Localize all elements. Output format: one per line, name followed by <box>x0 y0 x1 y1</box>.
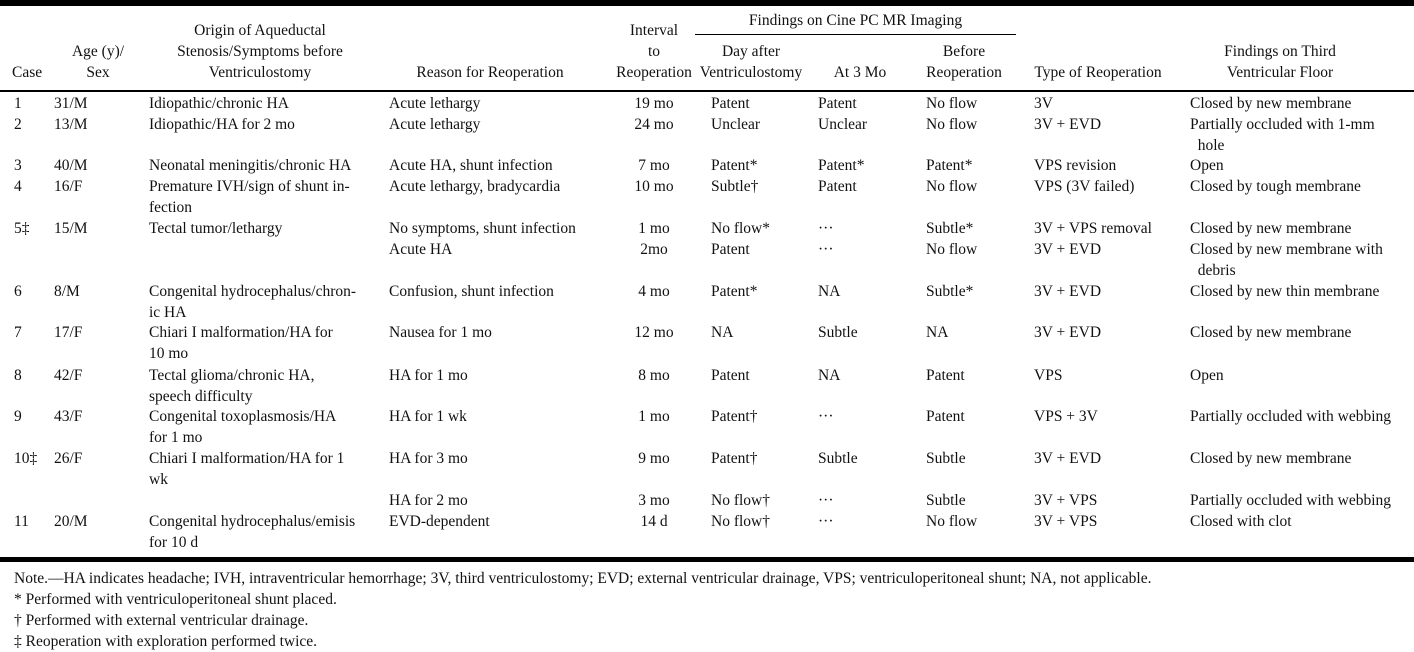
cell-age-sex: 17/F <box>54 324 83 341</box>
note-asterisk: * Performed with ventriculoperitoneal shunt placed. <box>14 591 337 608</box>
cell-interval: 19 mo <box>634 95 674 112</box>
header-type: Type of Reoperation <box>1034 64 1162 81</box>
cell-before-reop: Subtle* <box>926 283 974 300</box>
cell-day-after: No flow* <box>711 220 770 237</box>
cell-day-after: Patent* <box>711 157 758 174</box>
cell-type-reop: 3V + EVD <box>1034 116 1102 133</box>
cell-before-reop: No flow <box>926 95 978 112</box>
cell-findings: Closed by tough membrane <box>1190 178 1361 195</box>
cell-type-reop: VPS + 3V <box>1034 408 1098 425</box>
cell-age-sex: 26/F <box>54 450 83 467</box>
cell-interval: 10 mo <box>634 178 674 195</box>
cell-findings: Open <box>1190 367 1224 384</box>
cell-origin: Congenital hydrocephalus/emisis for 10 d <box>149 513 356 551</box>
cell-at-3-mo: ··· <box>818 492 834 509</box>
cell-type-reop: 3V + VPS removal <box>1034 220 1152 237</box>
cell-interval: 1 mo <box>638 408 670 425</box>
cell-interval: 3 mo <box>638 492 670 509</box>
cell-before-reop: No flow <box>926 178 978 195</box>
cell-reason: Acute HA <box>389 241 453 258</box>
cell-origin: Neonatal meningitis/chronic HA <box>149 157 352 174</box>
cell-age-sex: 40/M <box>54 157 88 174</box>
cell-before-reop: Patent <box>926 367 965 384</box>
cell-origin: Chiari I malformation/HA for 10 mo <box>149 324 333 362</box>
cell-interval: 2mo <box>640 241 668 258</box>
cell-at-3-mo: Unclear <box>818 116 868 133</box>
cell-day-after: Patent† <box>711 408 758 425</box>
cell-type-reop: 3V + EVD <box>1034 241 1102 258</box>
cell-interval: 24 mo <box>634 116 674 133</box>
cell-findings: Closed by new membrane <box>1190 324 1352 341</box>
cell-before-reop: No flow <box>926 513 978 530</box>
header-reason: Reason for Reoperation <box>416 64 564 81</box>
cell-before-reop: No flow <box>926 116 978 133</box>
cell-findings: Closed by new membrane <box>1190 220 1352 237</box>
header-rule <box>0 90 1414 92</box>
cell-day-after: Subtle† <box>711 178 759 195</box>
header-group-findings: Findings on Cine PC MR Imaging <box>748 12 963 29</box>
cell-age-sex: 8/M <box>54 283 80 300</box>
cell-origin: Congenital toxoplasmosis/HA for 1 mo <box>149 408 337 446</box>
cell-case: 3 <box>14 157 22 174</box>
cell-reason: HA for 1 wk <box>389 408 467 425</box>
cell-interval: 9 mo <box>638 450 670 467</box>
header-findings: Findings on Third Ventricular Floor <box>1224 43 1336 81</box>
cell-type-reop: 3V + EVD <box>1034 324 1102 341</box>
cell-age-sex: 42/F <box>54 367 83 384</box>
header-interval: Interval to Reoperation <box>616 22 692 81</box>
cell-before-reop: No flow <box>926 241 978 258</box>
cell-before-reop: NA <box>926 324 949 341</box>
header-age-sex: Age (y)/ Sex <box>71 43 125 81</box>
cell-interval: 7 mo <box>638 157 670 174</box>
cell-findings: Partially occluded with 1-mm hole <box>1190 116 1375 154</box>
cell-at-3-mo: ··· <box>818 408 834 425</box>
cell-findings: Closed by new membrane <box>1190 95 1352 112</box>
cell-type-reop: 3V + VPS <box>1034 513 1098 530</box>
cell-day-after: Patent <box>711 241 750 258</box>
cell-reason: HA for 3 mo <box>389 450 468 467</box>
cell-origin: Tectal glioma/chronic HA, speech difficulty <box>149 367 315 405</box>
cell-reason: HA for 2 mo <box>389 492 468 509</box>
cell-type-reop: 3V <box>1034 95 1053 112</box>
cell-case: 7 <box>14 324 22 341</box>
cell-reason: Acute lethargy <box>389 116 481 133</box>
cell-at-3-mo: Patent <box>818 178 857 195</box>
cell-at-3-mo: ··· <box>818 241 834 258</box>
note-double-dagger: ‡ Reoperation with exploration performed twice. <box>14 633 318 650</box>
cell-findings: Closed with clot <box>1190 513 1292 530</box>
cell-case: 9 <box>14 408 22 425</box>
cell-reason: Nausea for 1 mo <box>389 324 492 341</box>
cell-reason: Acute lethargy <box>389 95 481 112</box>
cell-interval: 4 mo <box>638 283 670 300</box>
cell-interval: 8 mo <box>638 367 670 384</box>
cell-origin: Idiopathic/chronic HA <box>149 95 289 112</box>
cell-day-after: Patent <box>711 95 750 112</box>
cell-case: 4 <box>14 178 22 195</box>
cell-origin: Chiari I malformation/HA for 1 wk <box>149 450 345 488</box>
cell-findings: Open <box>1190 157 1224 174</box>
cell-day-after: Patent† <box>711 450 758 467</box>
cell-findings: Closed by new membrane with debris <box>1190 241 1383 279</box>
cell-interval: 12 mo <box>634 324 674 341</box>
cell-at-3-mo: Subtle <box>818 450 858 467</box>
cell-reason: Acute lethargy, bradycardia <box>389 178 561 195</box>
header-origin: Origin of Aqueductal Stenosis/Symptoms before Ventriculostomy <box>177 22 343 81</box>
cell-case: 11 <box>14 513 29 530</box>
cell-day-after: No flow† <box>711 513 770 530</box>
cell-type-reop: 3V + EVD <box>1034 283 1102 300</box>
cell-age-sex: 15/M <box>54 220 88 237</box>
cell-age-sex: 31/M <box>54 95 88 112</box>
header-at3mo: At 3 Mo <box>833 64 887 81</box>
bottom-rule <box>0 557 1414 562</box>
cell-origin: Congenital hydrocephalus/chron- ic HA <box>149 283 357 321</box>
note-dagger: † Performed with external ventricular drainage. <box>14 612 309 629</box>
cell-type-reop: VPS revision <box>1034 157 1117 174</box>
cell-reason: EVD-dependent <box>389 513 490 530</box>
cell-reason: No symptoms, shunt infection <box>389 220 576 237</box>
cell-at-3-mo: NA <box>818 367 841 384</box>
cell-findings: Closed by new membrane <box>1190 450 1352 467</box>
cell-type-reop: 3V + VPS <box>1034 492 1098 509</box>
header-day-after: Day after Ventriculostomy <box>699 43 803 81</box>
cell-day-after: No flow† <box>711 492 770 509</box>
cell-interval: 14 d <box>640 513 668 530</box>
cell-age-sex: 16/F <box>54 178 83 195</box>
cell-day-after: Unclear <box>711 116 761 133</box>
cell-before-reop: Subtle <box>926 492 966 509</box>
cell-before-reop: Subtle <box>926 450 966 467</box>
cell-at-3-mo: Patent* <box>818 157 865 174</box>
cell-day-after: Patent* <box>711 283 758 300</box>
cell-case: 6 <box>14 283 22 300</box>
cell-at-3-mo: NA <box>818 283 841 300</box>
cell-case: 2 <box>14 116 22 133</box>
cell-day-after: NA <box>711 324 734 341</box>
cell-type-reop: VPS <box>1034 367 1063 384</box>
cell-before-reop: Patent <box>926 408 965 425</box>
cell-type-reop: 3V + EVD <box>1034 450 1102 467</box>
cell-reason: Confusion, shunt infection <box>389 283 554 300</box>
cell-at-3-mo: Subtle <box>818 324 858 341</box>
cell-origin: Tectal tumor/lethargy <box>149 220 283 237</box>
cell-findings: Partially occluded with webbing <box>1190 408 1392 425</box>
cell-type-reop: VPS (3V failed) <box>1034 178 1135 195</box>
cell-at-3-mo: Patent <box>818 95 857 112</box>
cell-origin: Premature IVH/sign of shunt in- fection <box>149 178 350 216</box>
cell-before-reop: Subtle* <box>926 220 974 237</box>
cell-at-3-mo: ··· <box>818 513 834 530</box>
cell-at-3-mo: ··· <box>818 220 834 237</box>
note-abbreviations: Note.—HA indicates headache; IVH, intraventricular hemorrhage; 3V, third ventriculostomy; EVD; external ventricular drainage, VPS; ventriculoperitoneal shunt; NA, not applicable. <box>14 570 1152 587</box>
cell-reason: Acute HA, shunt infection <box>389 157 553 174</box>
cell-case: 10‡ <box>14 450 38 467</box>
cell-age-sex: 13/M <box>54 116 88 133</box>
cell-origin: Idiopathic/HA for 2 mo <box>149 116 295 133</box>
cell-before-reop: Patent* <box>926 157 973 174</box>
cell-case: 5‡ <box>14 220 30 237</box>
cell-age-sex: 20/M <box>54 513 88 530</box>
header-before: Before Reoperation <box>926 43 1002 81</box>
cell-day-after: Patent <box>711 367 750 384</box>
cell-interval: 1 mo <box>638 220 670 237</box>
cell-findings: Closed by new thin membrane <box>1190 283 1380 300</box>
cell-age-sex: 43/F <box>54 408 83 425</box>
cell-findings: Partially occluded with webbing <box>1190 492 1392 509</box>
header-case: Case <box>12 64 43 81</box>
cell-reason: HA for 1 mo <box>389 367 468 384</box>
cell-case: 8 <box>14 367 22 384</box>
cell-case: 1 <box>14 95 22 112</box>
